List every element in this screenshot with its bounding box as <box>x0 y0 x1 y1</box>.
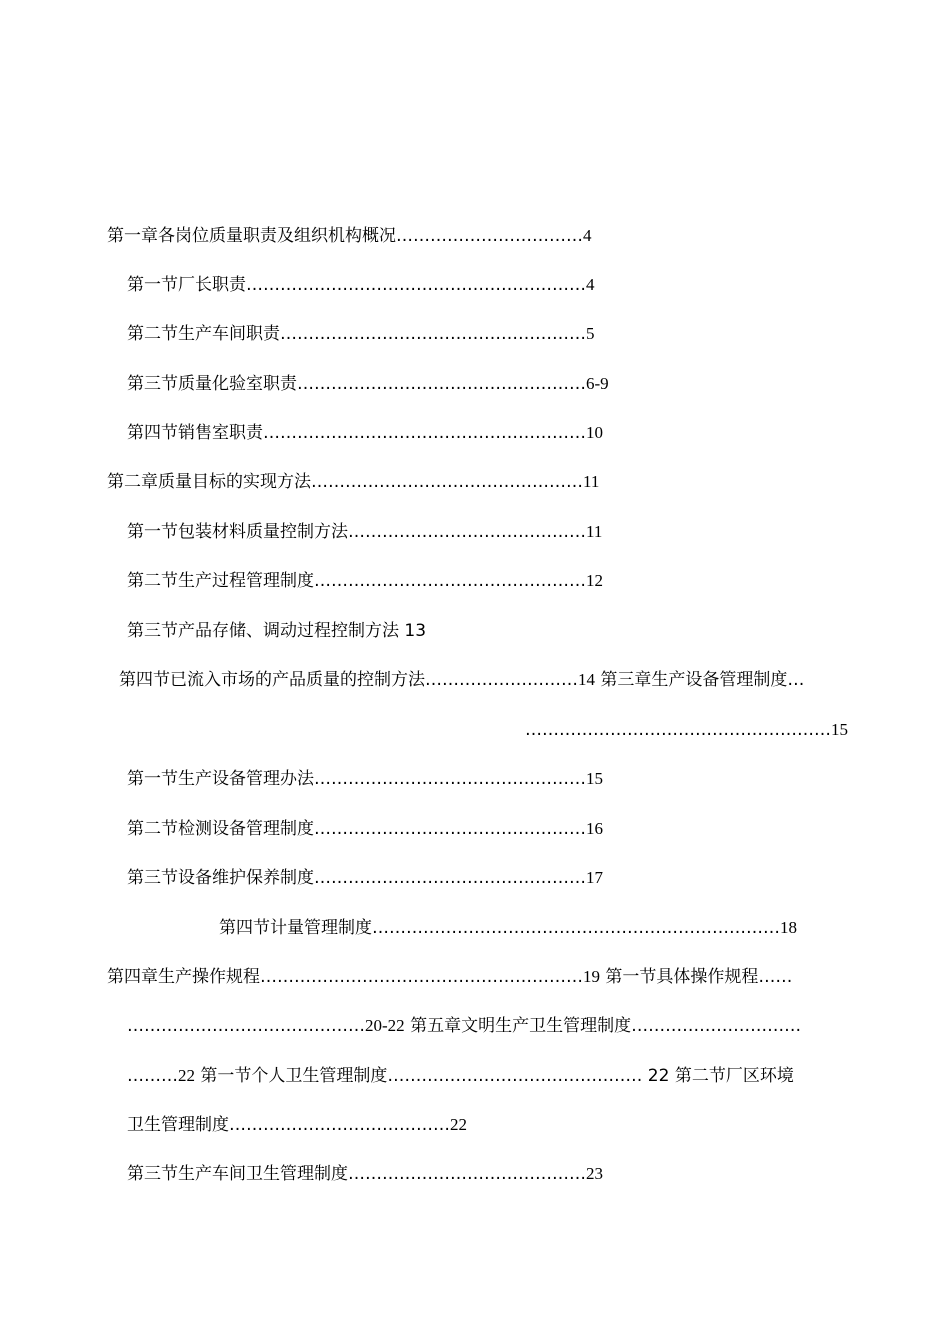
toc-line-section <box>127 817 603 841</box>
toc-line-chapter-4 <box>107 965 792 989</box>
toc-page-number: 15 <box>831 720 848 739</box>
toc-page-number: 14 <box>578 670 595 689</box>
toc-leader-dots: ………………………………………… <box>314 819 586 839</box>
toc-line-text: 第一节厂长职责 <box>127 275 246 295</box>
toc-line-section <box>219 916 797 940</box>
toc-line-chapter-2 <box>107 470 599 494</box>
toc-line-text: 第四节销售室职责 <box>127 423 263 443</box>
toc-leader-dots: ………………………………………… <box>314 571 586 591</box>
toc-line-continuation <box>127 1014 801 1038</box>
toc-line-section <box>127 520 602 544</box>
toc-leader-dots: ………………………………………… <box>314 769 586 789</box>
toc-line-text: 第三节质量化验室职责 <box>127 374 297 394</box>
toc-leader-dots: ……… <box>127 1066 178 1086</box>
toc-leader-dots: ………………………………………………… <box>260 967 583 987</box>
toc-line-tail: 第三章生产设备管理制度… <box>600 670 805 690</box>
toc-line-text: 第四节已流入市场的产品质量的控制方法 <box>119 670 425 690</box>
toc-leader-dots: …………………………………… <box>348 1164 586 1184</box>
toc-page-number: 4 <box>583 226 592 245</box>
toc-leader-dots: …………………………………… <box>127 1016 365 1036</box>
toc-page-number: 22 <box>450 1115 467 1134</box>
toc-line-section <box>127 866 603 890</box>
toc-leader-dots: ………………………………………… <box>311 472 583 492</box>
toc-leader-dots: ………………………………………… <box>314 868 586 888</box>
toc-page-number: 10 <box>586 423 603 442</box>
toc-line-tail: 第五章文明生产卫生管理制度………………………… <box>410 1016 802 1036</box>
toc-line-text: 第一章各岗位质量职责及组织机构概况 <box>107 226 396 246</box>
toc-line-section <box>127 1162 603 1186</box>
toc-line-text: 第二章质量目标的实现方法 <box>107 472 311 492</box>
toc-page-number: 12 <box>586 571 603 590</box>
toc-leader-dots: …………………………… <box>396 226 583 246</box>
toc-page-number: 19 <box>583 967 600 986</box>
toc-leader-dots: ……………………………………………… <box>280 324 586 344</box>
toc-line-section <box>127 372 609 396</box>
toc-page-number: 23 <box>586 1164 603 1183</box>
toc-line-text: 第四章生产操作规程 <box>107 967 260 987</box>
toc-line-text: 第三节产品存储、调动过程控制方法 13 <box>127 621 427 641</box>
toc-page-number: 16 <box>586 819 603 838</box>
toc-leader-dots: ……………………………………………… <box>525 720 831 740</box>
toc-line-text: 第三节生产车间卫生管理制度 <box>127 1164 348 1184</box>
toc-line-chapter-1 <box>107 224 592 248</box>
toc-page-number: 15 <box>586 769 603 788</box>
toc-line-section-wrap <box>119 668 804 692</box>
toc-line-text: 第二节生产车间职责 <box>127 324 280 344</box>
toc-line-tail: 第一节具体操作规程…… <box>605 967 793 987</box>
toc-page-number: 20-22 <box>365 1016 405 1035</box>
toc-leader-dots: ……………………… <box>425 670 578 690</box>
toc-leader-dots: ………………………………………………… <box>263 423 586 443</box>
toc-line-section <box>127 569 603 593</box>
toc-page-number: 6-9 <box>586 374 609 393</box>
toc-leader-dots: …………………………………………………… <box>246 275 586 295</box>
toc-page-number: 11 <box>586 522 603 541</box>
toc-line-continuation <box>127 1064 794 1088</box>
toc-page-number: 18 <box>780 918 797 937</box>
toc-leader-dots: ……………………………………………………………… <box>372 918 780 938</box>
toc-line-text: 第一节包装材料质量控制方法 <box>127 522 348 542</box>
toc-page-number: 17 <box>586 868 603 887</box>
toc-page-number: 5 <box>586 324 595 343</box>
toc-page-number: 11 <box>583 472 600 491</box>
toc-leader-dots: ………………………………… <box>229 1115 450 1135</box>
toc-line-continuation <box>525 718 848 742</box>
toc-line-section <box>127 619 426 643</box>
toc-leader-dots: …………………………………… <box>348 522 586 542</box>
toc-line-section <box>127 322 595 346</box>
toc-line-text: 第二节检测设备管理制度 <box>127 819 314 839</box>
toc-line-tail: 第一节个人卫生管理制度……………………………………… 22 第二节厂区环境 <box>200 1066 794 1086</box>
toc-line-section <box>127 1113 467 1137</box>
toc-line-section <box>127 767 603 791</box>
toc-line-text: 第三节设备维护保养制度 <box>127 868 314 888</box>
toc-page-number: 4 <box>586 275 595 294</box>
toc-line-text: 第二节生产过程管理制度 <box>127 571 314 591</box>
toc-line-text: 第四节计量管理制度 <box>219 918 372 938</box>
toc-line-section <box>127 421 603 445</box>
toc-line-section <box>127 273 595 297</box>
toc-line-text: 第一节生产设备管理办法 <box>127 769 314 789</box>
toc-page-number: 22 <box>178 1066 195 1085</box>
toc-leader-dots: …………………………………………… <box>297 374 586 394</box>
toc-line-text: 卫生管理制度 <box>127 1115 229 1135</box>
